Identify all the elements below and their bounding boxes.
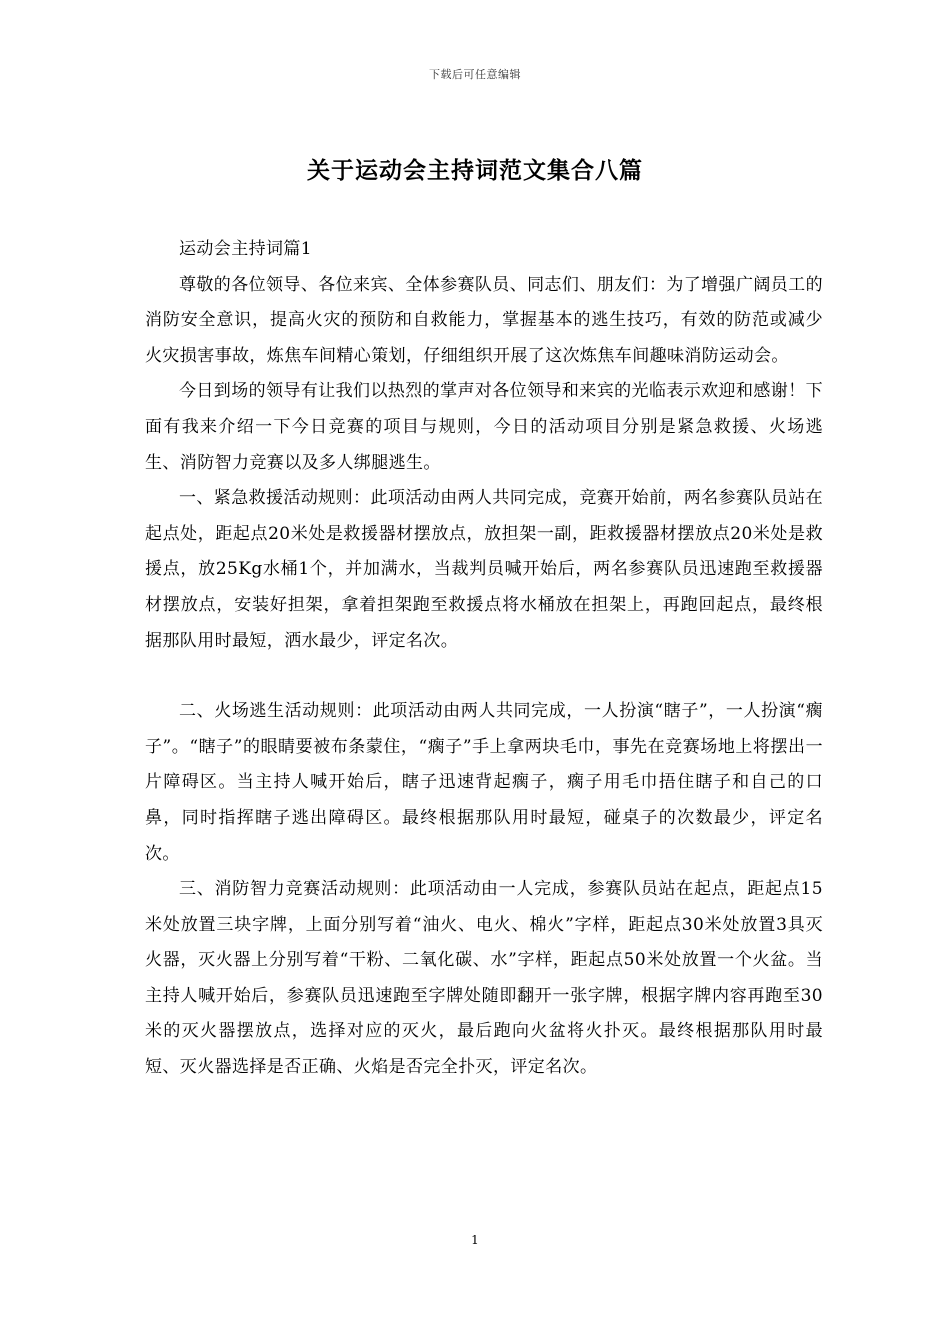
paragraph-rule-2: 二、火场逃生活动规则：此项活动由两人共同完成，一人扮演“瞎子”，一人扮演“瘸子”。“瞎子”的眼睛要被布条蒙住，“瘸子”手上拿两块毛巾，事先在竞赛场地上将摆出一片障碍区。当主持人喊开始后，瞎子迅速背起瘸子，瘸子用毛巾捂住瞎子和自己的口鼻，同时指挥瞎子逃出障碍区。最终根据那队用时最短，碰桌子的次数最少，评定名次。 [145, 701, 823, 864]
paragraph-rule-1: 一、紧急救援活动规则：此项活动由两人共同完成，竞赛开始前，两名参赛队员站在起点处，距起点20米处是救援器材摆放点，放担架一副，距救援器材摆放点20米处是救援点，放25Kg水桶1个，并加满水，当裁判员喊开始后，两名参赛队员迅速跑至救援器材摆放点，安装好担架，拿着担架跑至救援点将水桶放在担架上，再跑回起点，最终根据那队用时最短，洒水最少，评定名次。 [145, 488, 823, 651]
section-heading: 运动会主持词篇1 [179, 239, 313, 259]
page-number: 1 [471, 1233, 479, 1247]
document-title: 关于运动会主持词范文集合八篇 [307, 158, 643, 184]
paragraph-rule-3: 三、消防智力竞赛活动规则：此项活动由一人完成，参赛队员站在起点，距起点15米处放置三块字牌，上面分别写着“油火、电火、棉火”字样，距起点30米处放置3具灭火器，灭火器上分别写着“干粉、二氧化碳、水”字样，距起点50米处放置一个火盆。当主持人喊开始后，参赛队员迅速跑至字牌处随即翻开一张字牌，根据字牌内容再跑至30米的灭火器摆放点，选择对应的灭火，最后跑向火盆将火扑灭。最终根据那队用时最短、灭火器选择是否正确、火焰是否完全扑灭，评定名次。 [145, 879, 823, 1078]
header-note: 下载后可任意编辑 [429, 68, 521, 81]
paragraph-greeting: 尊敬的各位领导、各位来宾、全体参赛队员、同志们、朋友们：为了增强广阔员工的消防安全意识，提高火灾的预防和自救能力，掌握基本的逃生技巧，有效的防范或减少火灾损害事故，炼焦车间精心策划，仔细组织开展了这次炼焦车间趣味消防运动会。 [145, 274, 823, 366]
paragraph-welcome: 今日到场的领导有让我们以热烈的掌声对各位领导和来宾的光临表示欢迎和感谢！下面有我来介绍一下今日竞赛的项目与规则，今日的活动项目分别是紧急救援、火场逃生、消防智力竞赛以及多人绑腿逃生。 [145, 381, 823, 473]
document-body [145, 232, 823, 1086]
